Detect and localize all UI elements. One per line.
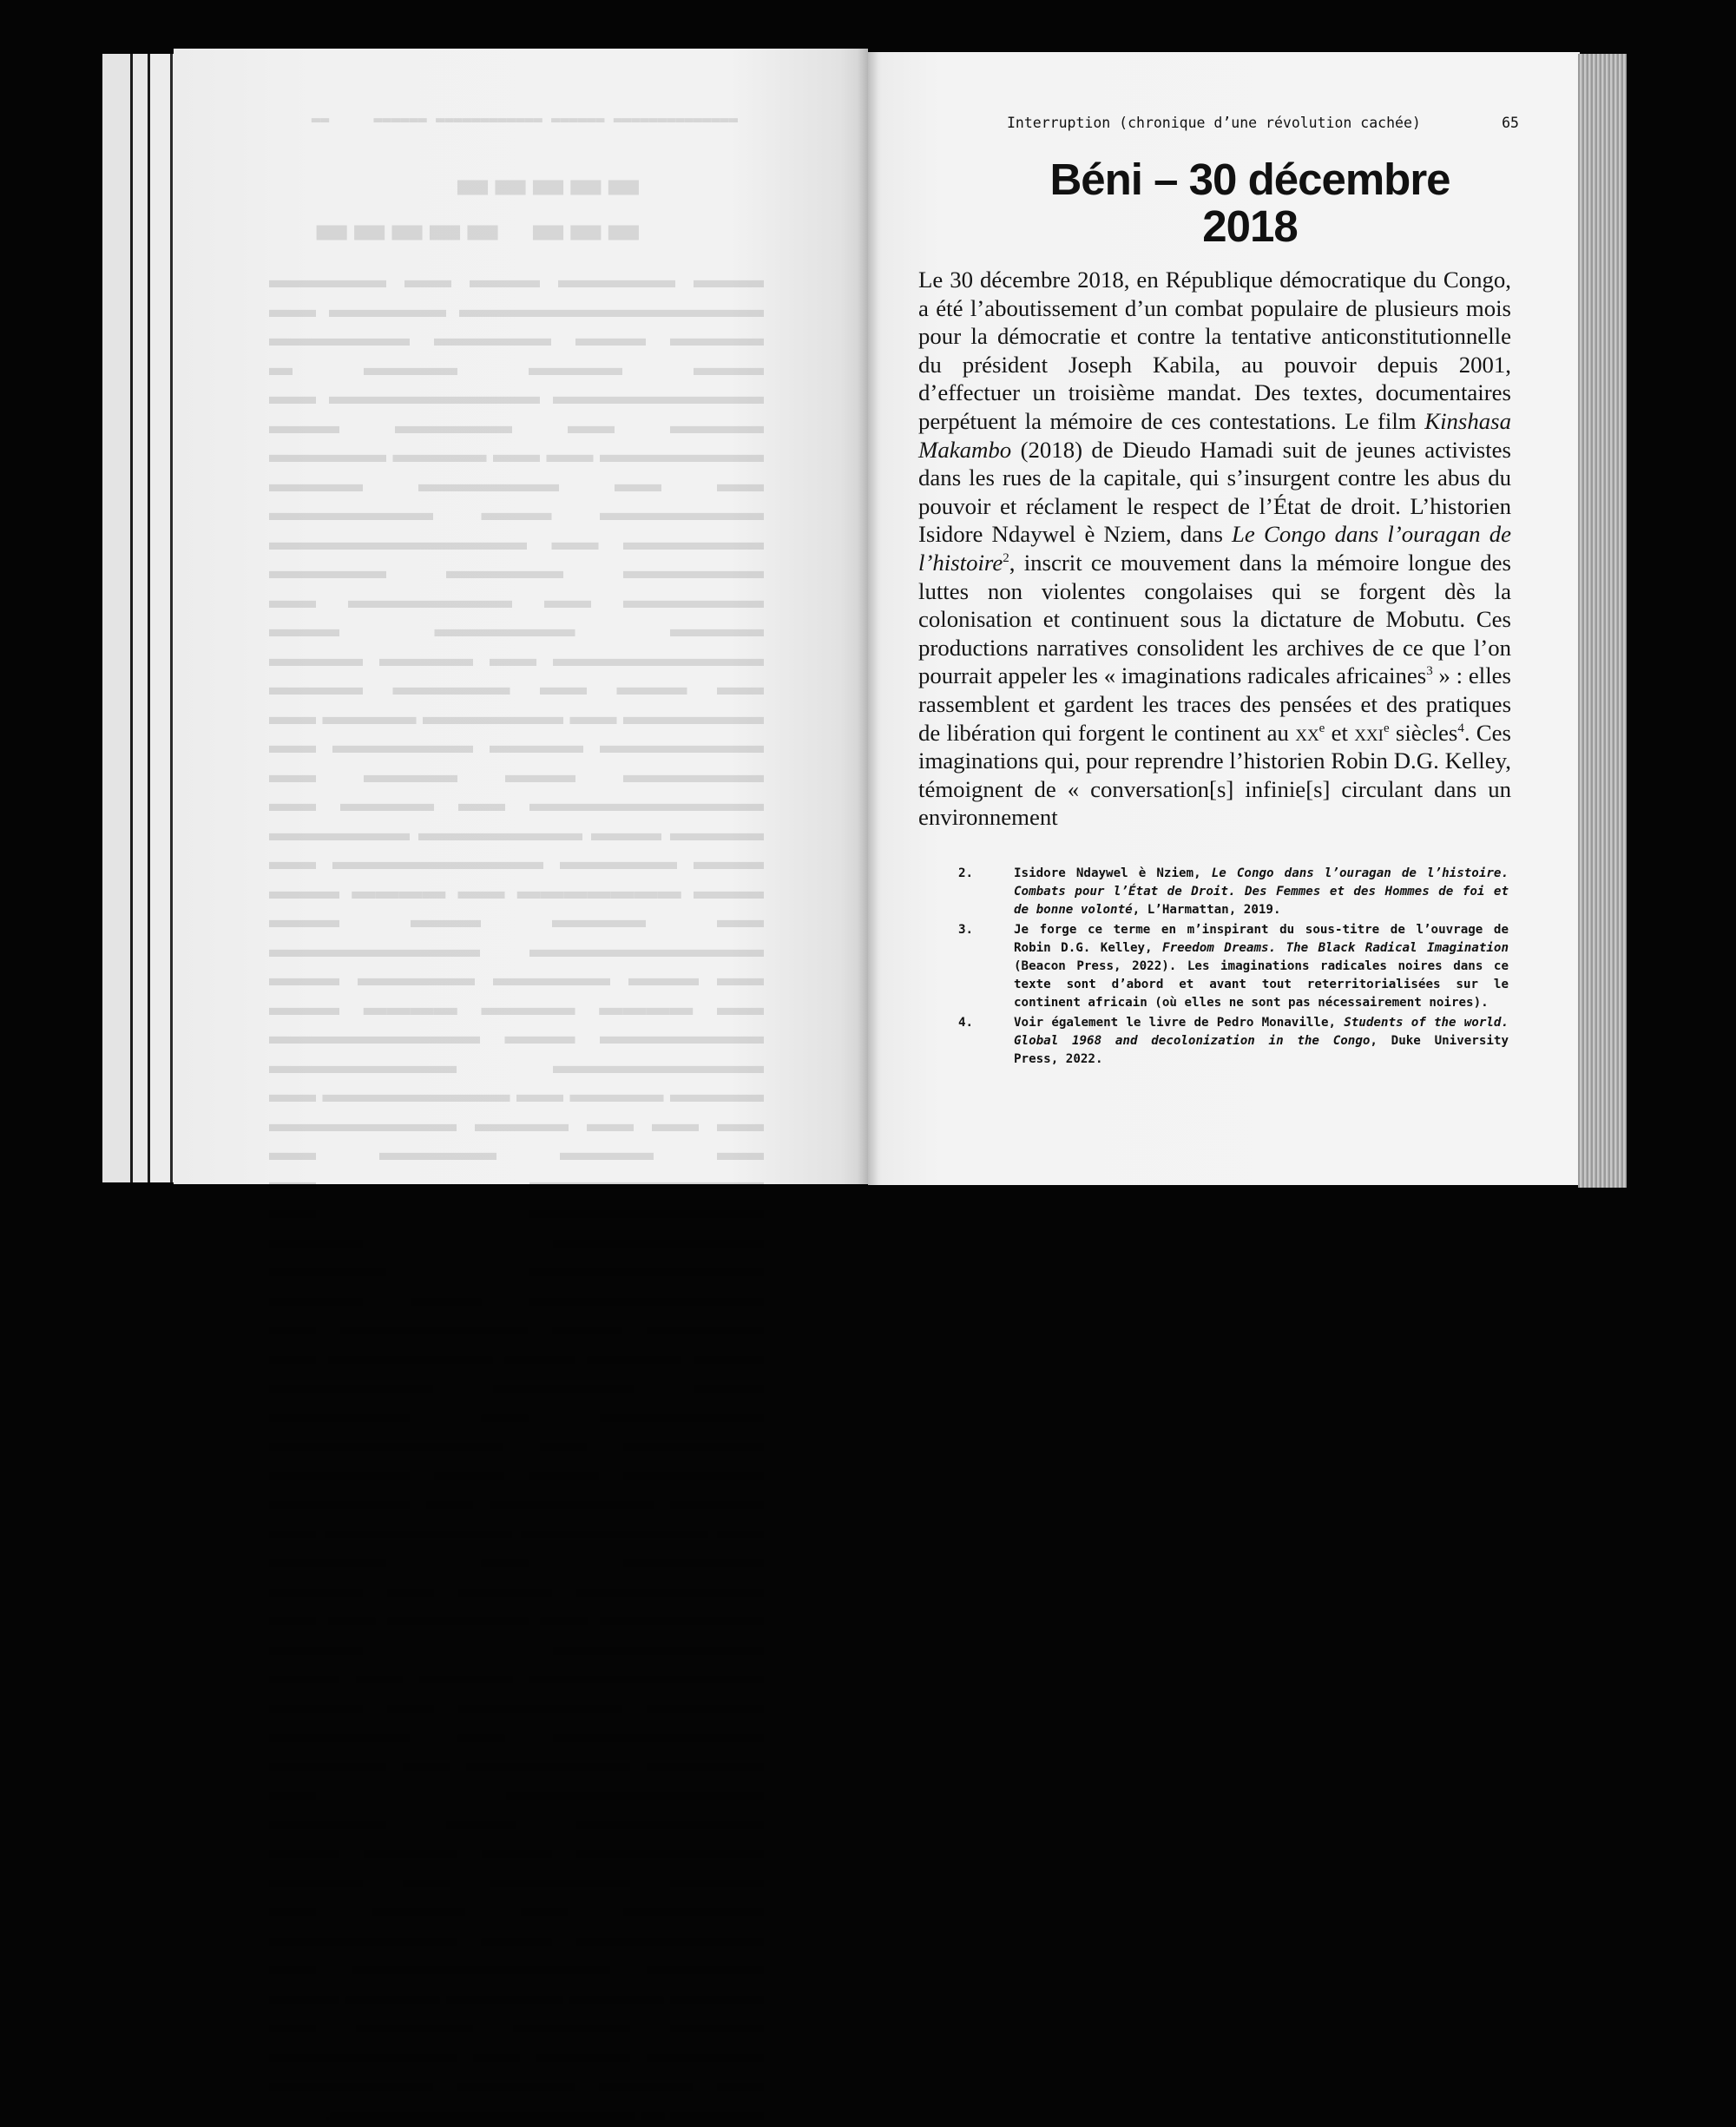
text-run: . Ces imaginations qui, pour reprendre l’historien Robin D.G. Kelley, témoignent de « conversation[s] infinie[s] circulant dans un environnement bbox=[918, 719, 1511, 831]
chapter-title-line-1: Béni – 30 décembre bbox=[1049, 155, 1450, 204]
footnote-text bbox=[1014, 923, 1509, 1010]
running-head bbox=[1007, 115, 1519, 131]
body-paragraph bbox=[918, 266, 1511, 832]
footnote bbox=[958, 865, 1509, 919]
film-title: Kinshasa Makambo bbox=[918, 407, 1511, 463]
text-run: (Beacon Press, 2022). Les imaginations radicales noires dans ce texte sont d’abord et avant tout reterritorialisées sur le continent africain (où elles ne sont pas nécessairement noires). bbox=[1014, 959, 1509, 1010]
footnote-ref-2[interactable]: 2 bbox=[1003, 550, 1009, 565]
text-run: (2018) de Dieudo Hamadi suit de jeunes activistes dans les rues de la capitale, qui s’insurgent contre les abus du pouvoir et réclament le respect de l’État de droit. L’historien Isidore Ndaywel è Nziem, dans bbox=[918, 436, 1511, 548]
text-run: » : elles rassemblent et gardent les traces des pensées et des pratiques de libération qui forgent le continent au bbox=[918, 662, 1511, 746]
left-page-edges bbox=[102, 54, 182, 1182]
footnote-number: 2. bbox=[958, 866, 974, 880]
ordinal-suffix: e bbox=[1318, 721, 1325, 735]
text-run: , Duke University Press, 2022. bbox=[1014, 1034, 1509, 1066]
book-gutter bbox=[858, 49, 878, 1186]
century-numeral: xx bbox=[1295, 719, 1319, 746]
right-page-edges bbox=[1578, 54, 1627, 1188]
footnote-text bbox=[1014, 1016, 1509, 1066]
footnote-ref-4[interactable]: 4 bbox=[1457, 721, 1464, 735]
cited-title: Freedom Dreams. The Black Radical Imagination bbox=[1162, 941, 1509, 955]
text-run: , L’Harmattan, 2019. bbox=[1132, 903, 1281, 917]
left-page bbox=[174, 49, 868, 2125]
show-through-texture: ▬▬▬▬▬▬▬▬▬▬▬▬▬▬ ▬▬▬▬▬▬ ▬▬▬▬▬▬▬▬▬▬▬▬ ▬▬▬▬▬▬ ▬▬ ▬▬▬▬▬ ▬▬▬ ▬▬▬▬▬ ▬▬▬ ▬▬▬▬▬ ▬▬▬ ▬▬ ▬▬▬▬▬ ▬▬▬▬▬▬▬▬▬▬▬▬▬ ▬▬▬▬▬ ▬▬ ▬▬▬▬ ▬▬▬ ▬▬▬▬▬ ▬▬▬▬▬▬ ▬▬▬ ▬▬▬▬ ▬▬▬▬ ▬ ▬▬▬▬▬▬▬▬▬ ▬▬▬▬▬▬▬▬▬ ▬▬ ▬▬▬▬ ▬▬ ▬▬▬▬▬ ▬▬▬ ▬▬▬▬▬▬▬ ▬▬ ▬▬ ▬▬▬▬ ▬▬▬▬▬ ▬▬ ▬▬ ▬▬▬▬▬▬ ▬▬▬▬ ▬▬▬▬▬▬▬ ▬▬▬ ▬▬▬▬▬▬▬ ▬▬▬▬▬▬ ▬▬ ▬▬▬▬▬▬▬▬▬▬▬ ▬▬▬▬▬▬ ▬▬▬▬▬ ▬▬▬▬▬ ▬▬▬▬▬▬ ▬▬ ▬▬▬▬▬▬▬ ▬▬ ▬▬▬▬ ▬▬▬▬▬▬ ▬▬▬ ▬▬▬▬▬▬▬▬▬ ▬▬ ▬▬▬▬ ▬▬▬▬ ▬▬ ▬▬▬ ▬▬ ▬▬▬▬▬ ▬▬▬▬ ▬▬▬▬▬▬ ▬▬ ▬▬▬▬▬▬ ▬▬▬▬ ▬▬ ▬▬▬▬▬▬▬ ▬▬▬▬ ▬▬▬▬▬▬ ▬▬ ▬▬▬▬▬▬ ▬▬▬ ▬▬▬▬ ▬▬ ▬▬▬▬▬▬▬▬▬▬ ▬▬ ▬▬▬▬ ▬▬ ▬▬▬▬ ▬▬▬ ▬▬▬▬▬▬▬ ▬▬▬▬▬▬ ▬▬▬ ▬▬▬▬▬ ▬▬▬▬▬▬▬▬▬ ▬▬ ▬▬▬ ▬▬▬▬▬▬▬ ▬▬ ▬▬▬▬ ▬▬▬ ▬▬ ▬▬▬▬ ▬▬▬ ▬▬▬ ▬▬▬▬▬▬▬▬▬▬ ▬▬▬▬▬▬▬▬▬ ▬▬ ▬▬▬ ▬▬▬▬▬ ▬▬▬▬▬ ▬▬▬ ▬▬ ▬▬▬▬ ▬▬▬▬ ▬▬▬▬ ▬▬▬ ▬▬▬▬▬▬▬ ▬▬▬ ▬▬▬▬▬▬▬▬▬ ▬▬▬▬▬▬▬▬▬ ▬▬▬▬▬▬▬▬ ▬▬▬▬ ▬▬▬▬ ▬▬ ▬▬▬▬▬▬▬▬ ▬▬ ▬▬ ▬▬ ▬▬ ▬▬▬▬ ▬▬▬▬▬▬▬▬ ▬▬ ▬▬▬▬ ▬▬▬▬▬ ▬▬ ▬▬▬▬▬▬▬▬▬▬ ▬▬ ▬▬▬▬▬▬▬▬▬▬ ▬▬ ▬▬▬▬▬▬▬▬▬ ▬▬▬▬ ▬▬▬▬▬▬▬▬▬▬ ▬▬▬▬▬ ▬▬▬▬▬▬▬▬▬▬ ▬▬▬ ▬▬▬▬ ▬▬▬▬▬ ▬▬▬ ▬▬▬▬▬▬▬▬ ▬▬ ▬▬▬ ▬▬▬▬ ▬▬▬ ▬▬▬▬▬▬▬ ▬▬ ▬▬▬ ▬▬▬▬▬▬ ▬▬▬▬▬▬▬ ▬▬▬▬▬▬▬ ▬▬ ▬▬▬▬▬▬ ▬▬▬▬▬▬ ▬▬ ▬▬▬▬▬▬▬▬▬▬ ▬▬▬▬▬▬ ▬▬▬ ▬▬▬ ▬▬▬▬▬▬ ▬▬▬▬ ▬▬▬▬▬▬▬ ▬▬ ▬▬▬▬▬▬ ▬▬ ▬▬▬▬▬▬▬▬ ▬▬▬▬▬▬▬▬ ▬▬ ▬▬▬▬▬▬ ▬▬ ▬▬▬▬▬ ▬▬▬▬▬▬▬▬ ▬▬▬▬ ▬▬ ▬▬▬▬ ▬▬▬▬▬▬▬ ▬▬ ▬▬▬▬▬▬ ▬▬ ▬▬ ▬▬▬▬▬▬▬▬▬ ▬▬▬▬ ▬▬▬▬▬▬▬▬▬▬ ▬▬▬▬ ▬▬ ▬▬▬ ▬▬▬▬▬ ▬▬▬▬▬▬▬ ▬▬ ▬▬▬▬ ▬▬▬▬▬▬▬▬▬ ▬▬ ▬▬▬▬▬▬ ▬▬▬▬▬ ▬▬▬▬▬▬▬ ▬▬ ▬▬▬▬▬ ▬▬▬▬▬▬▬▬▬▬▬ ▬▬ ▬▬▬▬▬▬▬▬ ▬▬▬ ▬▬▬▬▬ ▬▬▬▬▬▬▬▬ ▬▬▬ ▬▬▬▬ ▬▬▬ ▬▬▬▬ ▬▬▬▬▬▬ ▬▬ ▬▬▬▬ ▬▬▬▬▬▬ ▬▬ ▬▬▬▬ ▬▬ ▬▬▬▬▬▬▬▬ ▬▬▬ ▬▬▬▬▬▬▬▬ ▬▬▬▬▬ ▬▬▬▬▬▬▬▬▬▬▬ ▬▬ ▬▬▬▬ ▬▬▬▬ ▬▬▬▬▬ ▬▬▬▬ ▬▬▬ ▬▬▬▬ ▬▬▬▬▬ ▬▬▬▬▬ ▬▬ ▬▬▬▬▬ ▬▬▬▬ ▬▬ ▬▬▬▬▬▬▬▬ ▬▬ ▬▬▬▬ ▬▬▬▬▬ ▬▬▬▬▬▬▬ ▬▬▬▬ ▬ ▬▬▬▬▬▬▬▬▬▬▬▬▬. bbox=[269, 111, 764, 2125]
text-run: et bbox=[1325, 719, 1355, 746]
book-title: Le Congo dans l’ouragan de l’histoire bbox=[918, 521, 1511, 576]
text-run: Je forge ce terme en m’inspirant du sous-titre de l’ouvrage de Robin D.G. Kelley, bbox=[1014, 923, 1509, 955]
footnote-number: 3. bbox=[958, 923, 974, 937]
text-run: Isidore Ndaywel è Nziem, bbox=[1014, 866, 1212, 880]
century-numeral: xxi bbox=[1354, 719, 1384, 746]
ordinal-suffix: e bbox=[1383, 721, 1390, 735]
footnote-ref-3[interactable]: 3 bbox=[1426, 664, 1433, 679]
paragraph bbox=[918, 266, 1511, 832]
text-run: siècles bbox=[1389, 719, 1458, 746]
text-run: Voir également le livre de Pedro Monaville, bbox=[1014, 1016, 1345, 1030]
footnote-text bbox=[1014, 866, 1509, 917]
footnotes bbox=[958, 865, 1509, 1070]
cited-title: Students of the world. Global 1968 and decolonization in the Congo bbox=[1014, 1016, 1509, 1048]
footnote-number: 4. bbox=[958, 1016, 974, 1030]
footnote bbox=[958, 921, 1509, 1012]
text-run: , inscrit ce mouvement dans la mémoire longue des luttes non violentes congolaises qui se forgent dès la colonisation et continuent sous la dictature de Mobutu. Ces productions narratives consolident les archives de ce que l’on pourrait appeler les « imaginations radicales africaines bbox=[918, 549, 1511, 689]
page-number: 65 bbox=[1502, 115, 1519, 131]
chapter-title-line-2: 2018 bbox=[1202, 201, 1298, 251]
footnote bbox=[958, 1014, 1509, 1069]
chapter-title bbox=[920, 156, 1580, 250]
running-head-title: Interruption (chronique d’une révolution cachée) bbox=[1007, 115, 1421, 131]
text-run: Le 30 décembre 2018, en République démocratique du Congo, a été l’aboutissement d’un combat populaire de plusieurs mois pour la démocratie et contre la tentative anticonstitutionnelle du président Joseph Kabila, au pouvoir depuis 2001, d’effectuer un troisième mandat. Des textes, documentaires perpétuent la mémoire de ces contestations. Le film bbox=[918, 267, 1511, 434]
cited-title: Le Congo dans l’ouragan de l’histoire. Combats pour l’État de Droit. Des Femmes et des Hommes de foi et de bonne volonté bbox=[1014, 866, 1509, 917]
